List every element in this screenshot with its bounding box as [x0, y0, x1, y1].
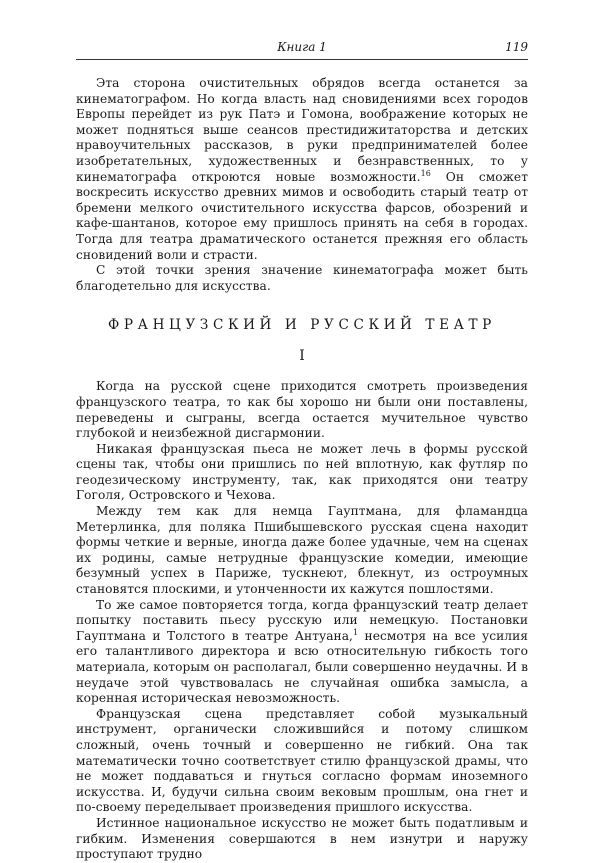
- paragraph-text: С этой точки зрения значение кинематографа может быть благодетельно для искусства.: [76, 263, 528, 293]
- section-number: I: [299, 348, 305, 365]
- paragraph: [76, 816, 528, 863]
- footnote-marker: 16: [420, 168, 431, 178]
- page-number: 119: [505, 40, 528, 54]
- header-rule: [76, 59, 528, 60]
- paragraph: [76, 707, 528, 816]
- paragraph-text: Между тем как для немца Гауптмана, для фламандца Метерлинка, для поляка Пшибышевского русская сцена находит формы четкие и верные, иногда даже более удачные, чем на сценах их родины, самые нетрудные французские комедии, имеющие безумный успех в Париже, тускнеют, блекнут, из остроумных становятся плоскими, и утонченности их кажутся пошлостями.: [76, 504, 528, 597]
- paragraph-text: Никакая французская пьеса не может лечь в формы русской сцены так, чтобы они пришлись по ней вплотную, как футляр по геодезическому инструменту, так, как приходятся они театру Гоголя, Островского и Чехова.: [76, 441, 528, 503]
- paragraph-text: Французская сцена представляет собой музыкальный инструмент, органически сложившийся и потому слишком сложный, очень точный и совершенно не гибкий. Она так математически точно соответствует стилю французской драмы, что не может поддаваться и гнуться согласно формам иноземного искусства. И, будучи сильна своим вековым прошлым, она гнет и по-своему переделывает произведения пришлого искусства.: [76, 706, 528, 815]
- paragraph-text: Эта сторона очистительных обрядов всегда останется за кинематографом. Но когда власть над сновидениями всех городов Европы перейдет из рук Патэ и Гомона, воображение которых не может подняться выше сеансов престидижитаторства и детских нравоучительных рассказов, в руки предпринимателей более изобретательных, художественных и безнравственных, то у кинематографа откроются новые возможности.: [76, 76, 528, 184]
- paragraph: [76, 504, 528, 598]
- footnote-marker: 1: [352, 627, 359, 637]
- book-page: [76, 38, 528, 862]
- paragraph-text: Истинное национальное искусство не может быть податливым и гибким. Изменения совершаются в нем изнутри и наружу проступают трудно: [76, 815, 528, 862]
- paragraph: [76, 379, 528, 441]
- paragraph: [76, 76, 528, 263]
- paragraph: [76, 442, 528, 504]
- paragraph-text: Он сможет воскресить искусство древних мимов и освободить старый театр от бремени мелкого очистительного искусства фарсов, обозрений и кафе-шантанов, которое ему пришлось принять на себя в городах. Тогда для театра драматического останется прежняя его область сновидений воли и страсти.: [76, 169, 528, 262]
- book-title: Книга 1: [277, 40, 327, 54]
- body-text: [76, 76, 528, 863]
- section-title: ФРАНЦУЗСКИЙ И РУССКИЙ ТЕАТР: [108, 317, 496, 334]
- paragraph: [76, 263, 528, 294]
- paragraph-text: Когда на русской сцене приходится смотреть произведения французского театра, то как бы хорошо ни были они поставлены, переведены и сыграны, всегда остается мучительное чувство глубокой и неизбежной дисгармонии.: [76, 379, 528, 441]
- running-header: [76, 38, 528, 56]
- paragraph-text: несмотря на все усилия его талантливого директора и всю относительную гибкость того материала, которым он располагал, были совершенно неудачны. И в неудаче этой чувствовалась не случайная ошибка замысла, а коренная историческая невозможность.: [76, 628, 528, 706]
- paragraph-text: То же самое повторяется тогда, когда французский театр делает попытку поставить пьесу русскую или немецкую. Постановки Гауптмана и Толстого в театре Антуана,: [76, 597, 528, 643]
- paragraph: [76, 598, 528, 707]
